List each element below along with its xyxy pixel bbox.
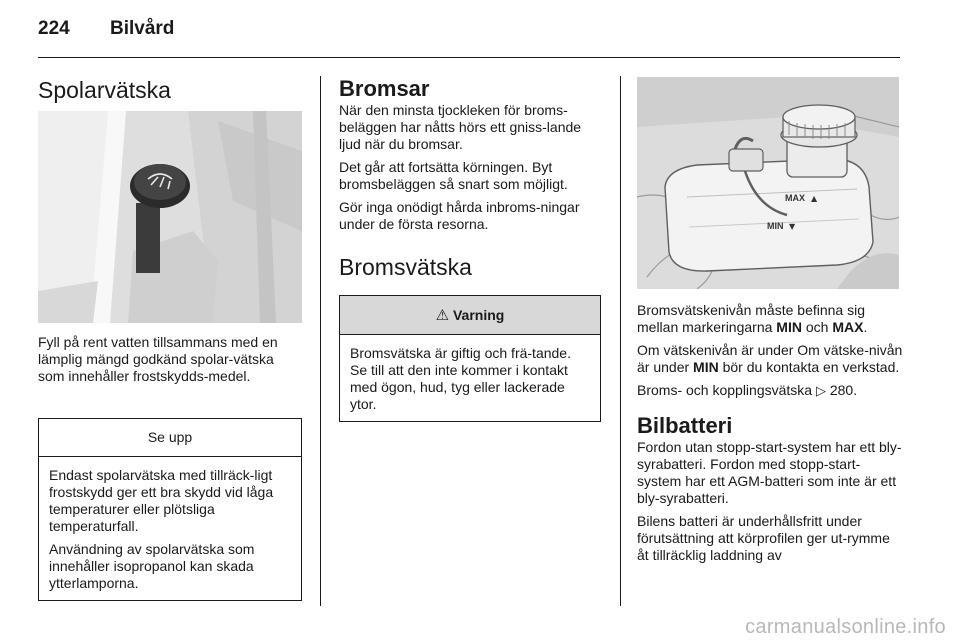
caution-box	[38, 418, 302, 601]
brake-fluid-reservoir-image	[637, 77, 899, 289]
brake-fluid-reference-paragraph: Broms- och kopplingsvätska ▷ 280.	[637, 382, 858, 398]
min-term-2: MIN	[693, 359, 719, 375]
min-term: MIN	[776, 319, 802, 335]
left-text	[38, 334, 304, 391]
page-number: 224	[38, 18, 70, 39]
warning-box	[339, 295, 601, 422]
min-marker-label: MIN	[767, 221, 784, 231]
max-marker-label: MAX	[785, 193, 805, 203]
column-divider-1	[320, 76, 321, 606]
caution-body	[39, 457, 301, 606]
svg-text:▼: ▼	[789, 222, 796, 231]
warning-icon: ⚠	[435, 307, 450, 324]
column-divider-2	[620, 76, 621, 606]
brake-fluid-low-paragraph: Om vätskenivån är under Om vätske-nivån är under MIN bör du kontakta en verkstad.	[637, 342, 903, 375]
right-column	[637, 302, 903, 570]
max-term: MAX	[832, 319, 864, 335]
caution-paragraph-1: Endast spolarvätska med tillräck-ligt frostskydd ger ett bra skydd vid låga temperaturer eller plötsliga temperaturfall.	[49, 467, 274, 534]
caution-paragraph-2: Användning av spolarvätska som innehåller isopropanol kan skada ytterlamporna.	[49, 541, 255, 591]
middle-column	[339, 76, 605, 293]
left-column	[38, 76, 304, 104]
page-reference-icon: ▷	[815, 383, 826, 398]
brakes-paragraph-1: När den minsta tjockleken för broms-beläggen har nåtts hörs ett gniss-lande ljud när du bromsar.	[339, 102, 582, 152]
heading-bilbatteri: Bilbatteri	[637, 413, 733, 438]
brakes-paragraph-3: Gör inga onödigt hårda inbroms-ningar under de första resorna.	[339, 199, 580, 232]
warning-title: Varning	[452, 307, 505, 323]
battery-paragraph-1: Fordon utan stopp-start-system har ett bly-syrabatteri. Fordon med stopp-start-system har ett AGM-batteri som inte är ett bly-syrabatteri.	[637, 439, 902, 506]
caution-title: Se upp	[39, 419, 301, 457]
warning-paragraph: Bromsvätska är giftig och frä-tande. Se till att den inte kommer i kontakt med ögon, hud, tyg eller lackerade ytor.	[350, 345, 571, 412]
brake-fluid-level-paragraph: Bromsvätskenivån måste befinna sig mellan markeringarna MIN och MAX.	[637, 302, 868, 335]
section-title: Bilvård	[110, 18, 175, 39]
warning-body	[340, 335, 600, 427]
svg-text:▲: ▲	[811, 194, 818, 203]
washer-fluid-paragraph: Fyll på rent vatten tillsammans med en lämplig mängd godkänd spolar-vätska som innehåller frostskydds-medel.	[38, 334, 278, 384]
washer-fluid-image	[38, 111, 302, 323]
header-divider	[38, 57, 900, 58]
page-reference-link[interactable]: 280.	[825, 382, 858, 398]
heading-bromsar: Bromsar	[339, 76, 430, 101]
battery-paragraph-2: Bilens batteri är underhållsfritt under förutsättning att körprofilen ger ut-rymme åt tillräcklig laddning av	[637, 513, 890, 563]
watermark: carmanualsonline.info	[745, 616, 946, 638]
brakes-paragraph-2: Det går att fortsätta körningen. Byt bromsbeläggen så snart som möjligt.	[339, 159, 568, 192]
heading-spolarvatska: Spolarvätska	[38, 77, 171, 103]
warning-header	[340, 296, 600, 335]
heading-bromsvatska: Bromsvätska	[339, 254, 472, 280]
